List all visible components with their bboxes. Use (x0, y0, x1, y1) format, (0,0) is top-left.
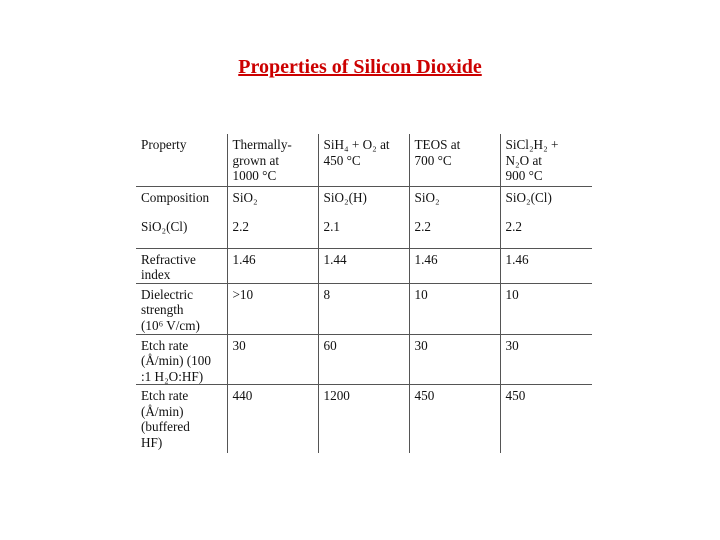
table-cell: 30 (227, 334, 318, 385)
table-cell: 450 (500, 385, 592, 453)
header-cell: Thermally- grown at 1000 °C (227, 134, 318, 186)
table-row (136, 216, 592, 248)
header-cell: TEOS at 700 °C (409, 134, 500, 186)
table-cell: SiO₂(H) (318, 186, 409, 216)
table-cell: 10 (500, 283, 592, 334)
table-cell: SiO₂ (227, 186, 318, 216)
table-cell: 2.1 (318, 216, 409, 248)
table-cell: Composition (136, 186, 227, 216)
table-cell: 60 (318, 334, 409, 385)
table-header-row (136, 134, 592, 186)
table-cell: 1.46 (227, 248, 318, 283)
table-cell: 30 (500, 334, 592, 385)
table-cell: SiO₂ (409, 186, 500, 216)
table-cell: 1.46 (409, 248, 500, 283)
table-cell: 30 (409, 334, 500, 385)
table-cell: 2.2 (409, 216, 500, 248)
table-row (136, 334, 592, 385)
table-cell: SiO₂(Cl) (136, 216, 227, 248)
table-row (136, 283, 592, 334)
table-cell: 8 (318, 283, 409, 334)
table-cell: >10 (227, 283, 318, 334)
table-cell: 1200 (318, 385, 409, 453)
table-cell: Dielectric strength (10⁶ V/cm) (136, 283, 227, 334)
page-title: Properties of Silicon Dioxide (238, 56, 482, 78)
properties-table (136, 134, 592, 453)
table-cell: 450 (409, 385, 500, 453)
table-row (136, 186, 592, 216)
table-cell: 440 (227, 385, 318, 453)
table-cell: Etch rate (Å/min) (100 :1 H₂O:HF) (136, 334, 227, 385)
table-cell: 2.2 (500, 216, 592, 248)
table-row (136, 385, 592, 453)
table-cell: 10 (409, 283, 500, 334)
table-cell: Refractive index (136, 248, 227, 283)
header-cell: Property (136, 134, 227, 186)
header-cell: SiH₄ + O₂ at 450 °C (318, 134, 409, 186)
table-cell: 2.2 (227, 216, 318, 248)
header-cell: SiCl₂H₂ + N₂O at 900 °C (500, 134, 592, 186)
table-cell: Etch rate (Å/min) (buffered HF) (136, 385, 227, 453)
table-cell: 1.46 (500, 248, 592, 283)
table-cell: 1.44 (318, 248, 409, 283)
table-row (136, 248, 592, 283)
table-cell: SiO₂(Cl) (500, 186, 592, 216)
